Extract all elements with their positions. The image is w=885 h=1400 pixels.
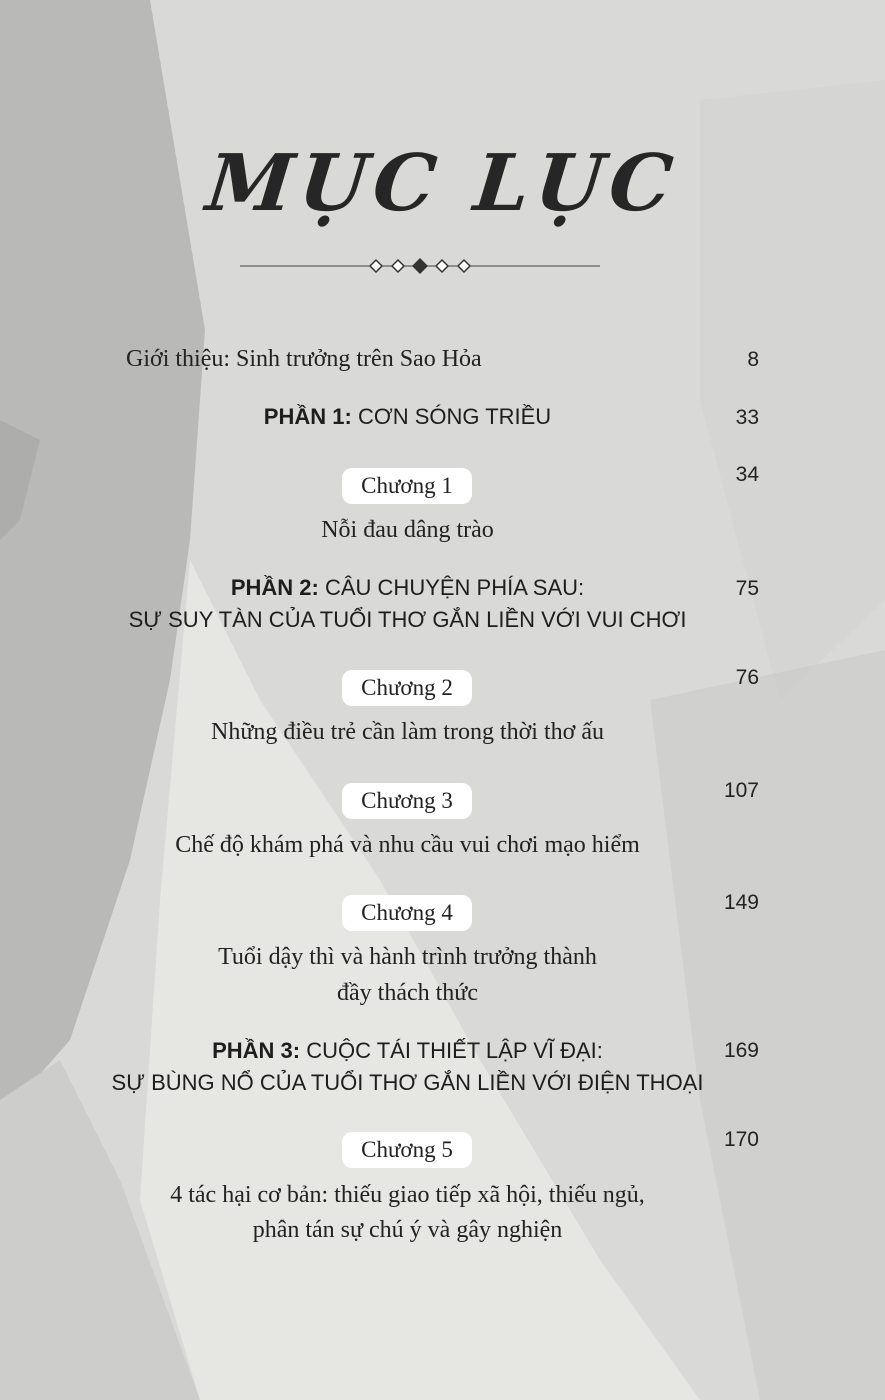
chapter-5-title-line-1: 4 tác hại cơ bản: thiếu giao tiếp xã hội, thiếu ngủ, xyxy=(170,1182,645,1208)
part-2-page-number: 75 xyxy=(735,577,759,600)
chapter-4-badge: Chương 4 xyxy=(342,895,472,931)
chapter-1-title: Nỗi đau dâng trào xyxy=(321,517,494,543)
part-3-label: PHẦN 3: xyxy=(212,1038,301,1063)
page-title: MỤC LỤC xyxy=(202,138,683,229)
chapter-2-page-number: 76 xyxy=(735,666,759,689)
chapter-2-title: Những điều trẻ cần làm trong thời thơ ấu xyxy=(211,719,604,745)
chapter-3-title: Chế độ khám phá và nhu cầu vui chơi mạo hiểm xyxy=(175,832,640,858)
part-3-title-line-1: CUỘC TÁI THIẾT LẬP VĨ ĐẠI: xyxy=(306,1038,603,1063)
chapter-5-badge: Chương 5 xyxy=(342,1132,472,1168)
intro-title: Giới thiệu: Sinh trưởng trên Sao Hỏa xyxy=(126,346,482,372)
chapter-3-badge: Chương 3 xyxy=(342,783,472,819)
chapter-4-title-line-1: Tuổi dậy thì và hành trình trưởng thành xyxy=(218,944,597,970)
chapter-1-page-number: 34 xyxy=(735,463,759,486)
part-2-title-line-2: SỰ SUY TÀN CỦA TUỔI THƠ GẮN LIỀN VỚI VUI CHƠI xyxy=(128,607,687,632)
part-3-title-line-2: SỰ BÙNG NỔ CỦA TUỔI THƠ GẮN LIỀN VỚI ĐIỆN THOẠI xyxy=(111,1070,704,1095)
part-2-heading xyxy=(100,575,715,601)
divider-ornament xyxy=(230,254,610,278)
intro-page-number: 8 xyxy=(747,348,759,371)
part-1-title: CƠN SÓNG TRIỀU xyxy=(357,404,552,429)
part-1-heading xyxy=(100,404,715,430)
chapter-4-title-line-2: đầy thách thức xyxy=(337,980,478,1006)
chapter-5-title-line-2: phân tán sự chú ý và gây nghiện xyxy=(252,1217,563,1243)
part-1-page-number: 33 xyxy=(735,406,759,429)
chapter-2-badge: Chương 2 xyxy=(342,670,472,706)
chapter-1-badge: Chương 1 xyxy=(342,468,472,504)
chapter-3-page-number: 107 xyxy=(723,779,759,802)
part-2-title-line-1: CÂU CHUYỆN PHÍA SAU: xyxy=(324,575,585,600)
part-1-label: PHẦN 1: xyxy=(263,404,352,429)
chapter-4-page-number: 149 xyxy=(723,891,759,914)
part-3-heading xyxy=(100,1038,715,1064)
part-3-page-number: 169 xyxy=(723,1039,759,1062)
part-2-label: PHẦN 2: xyxy=(230,575,319,600)
chapter-5-page-number: 170 xyxy=(723,1128,759,1151)
